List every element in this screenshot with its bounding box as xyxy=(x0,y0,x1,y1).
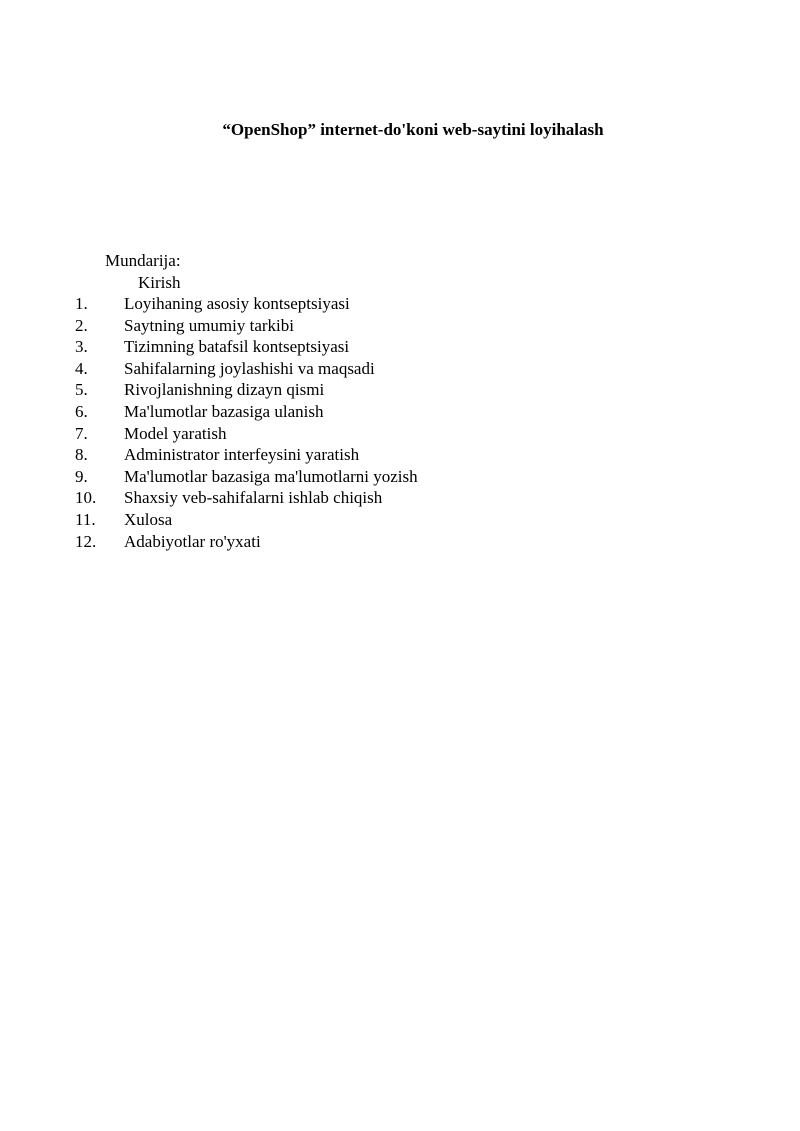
toc-item-text: Ma'lumotlar bazasiga ulanish xyxy=(124,401,324,421)
toc-item xyxy=(75,487,418,509)
toc-item xyxy=(75,401,418,423)
toc-item-number: 7. xyxy=(75,423,88,443)
toc-item-text: Sahifalarning joylashishi va maqsadi xyxy=(124,358,375,378)
toc-item-number: 2. xyxy=(75,315,88,335)
toc-item xyxy=(75,466,418,488)
toc-item xyxy=(75,336,418,358)
toc-item-number: 6. xyxy=(75,401,88,421)
toc-item xyxy=(75,358,418,380)
toc-list xyxy=(75,293,418,552)
toc-item xyxy=(75,293,418,315)
toc-item-text: Model yaratish xyxy=(124,423,227,443)
toc-item-text: Tizimning batafsil kontseptsiyasi xyxy=(124,337,350,357)
toc-item-number: 12. xyxy=(75,531,97,551)
toc-item xyxy=(75,531,418,553)
toc-item-text: Shaxsiy veb-sahifalarni ishlab chiqish xyxy=(124,488,383,508)
toc-item-number: 5. xyxy=(75,380,88,400)
toc-item xyxy=(75,509,418,531)
toc-item-number: 1. xyxy=(75,294,88,313)
toc-item-number: 4. xyxy=(75,358,88,378)
document-title: “OpenShop” internet-do'koni web-saytini loyihalash xyxy=(222,120,604,139)
toc-heading: Mundarija: xyxy=(105,251,181,270)
toc-item-text: Rivojlanishning dizayn qismi xyxy=(124,380,325,400)
toc-item-number: 11. xyxy=(75,509,96,529)
toc-item xyxy=(75,379,418,401)
toc-item-number: 3. xyxy=(75,337,88,357)
toc-item-number: 10. xyxy=(75,488,97,508)
toc-item-text: Saytning umumiy tarkibi xyxy=(124,315,294,335)
toc-item-text: Adabiyotlar ro'yxati xyxy=(124,531,261,551)
toc-intro: Kirish xyxy=(138,273,181,292)
toc-item xyxy=(75,315,418,337)
toc-item xyxy=(75,444,418,466)
toc-item-text: Administrator interfeysini yaratish xyxy=(124,445,360,465)
toc-item-text: Xulosa xyxy=(124,509,173,529)
toc-item-text: Ma'lumotlar bazasiga ma'lumotlarni yozish xyxy=(124,466,418,486)
toc-item-number: 8. xyxy=(75,445,88,465)
toc-item xyxy=(75,423,418,445)
toc-item-text: Loyihaning asosiy kontseptsiyasi xyxy=(124,294,350,313)
toc-item-number: 9. xyxy=(75,466,88,486)
